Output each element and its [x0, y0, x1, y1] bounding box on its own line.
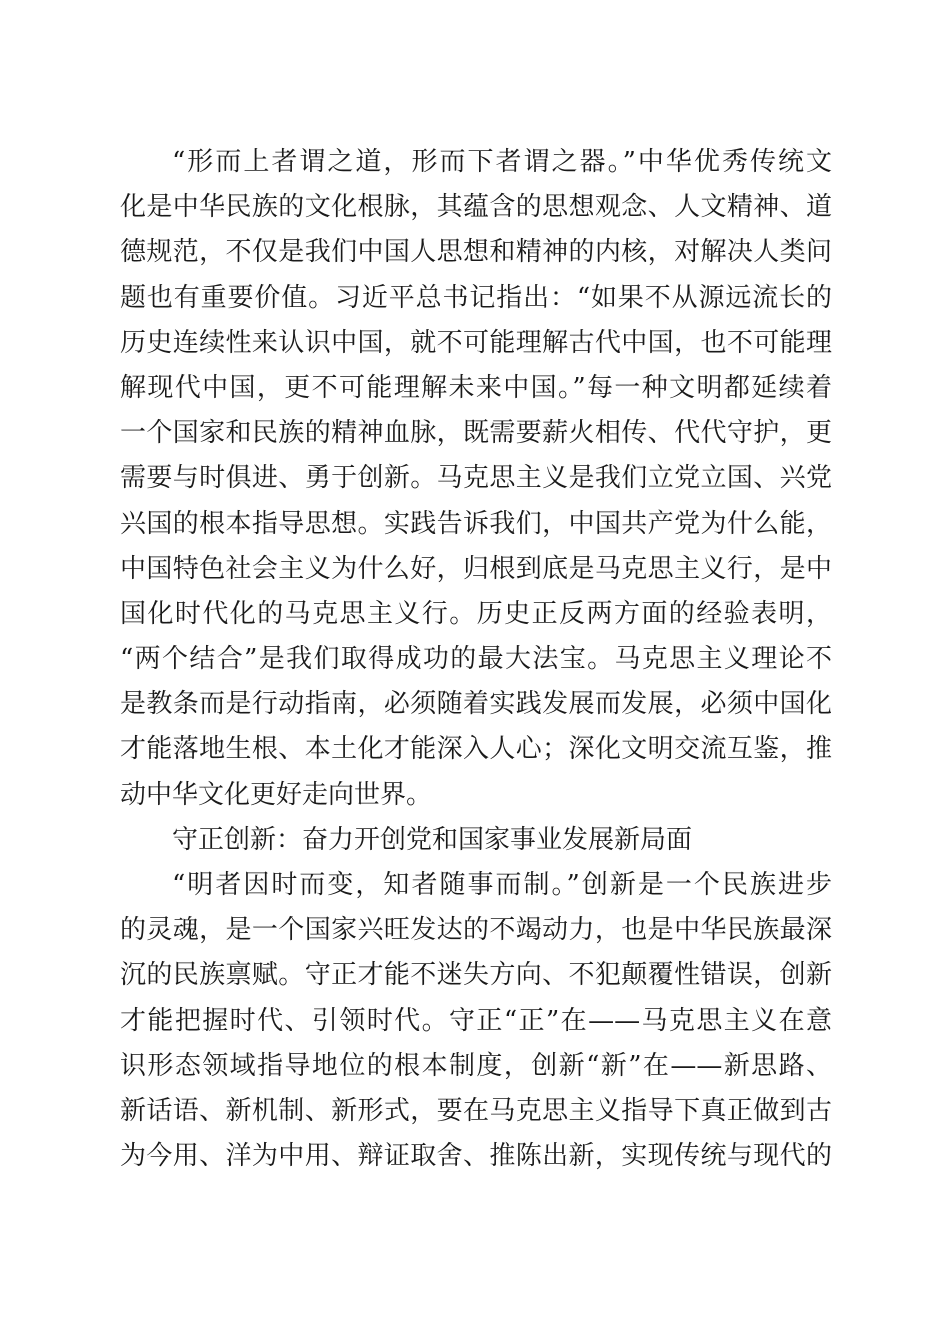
paragraph-1-line-5: 历史连续性来认识中国，就不可能理解古代中国，也不可能理	[120, 327, 832, 358]
paragraph-2-line-2: 的灵魂，是一个国家兴旺发达的不竭动力，也是中华民族最深	[120, 915, 832, 946]
paragraph-2-line-6: 新话语、新机制、新形式，要在马克思主义指导下真正做到古	[120, 1095, 832, 1126]
paragraph-1-line-10: 中国特色社会主义为什么好，归根到底是马克思主义行，是中	[120, 553, 832, 584]
paragraph-1-line-9: 兴国的根本指导思想。实践告诉我们，中国共产党为什么能，	[120, 508, 832, 539]
paragraph-2-line-4: 才能把握时代、引领时代。守正“正”在——马克思主义在意	[120, 1005, 832, 1036]
paragraph-2-line-1: “明者因时而变，知者随事而制。”创新是一个民族进步	[172, 870, 832, 900]
paragraph-1-line-15: 动中华文化更好走向世界。	[120, 779, 433, 810]
paragraph-1-line-8: 需要与时俱进、勇于创新。马克思主义是我们立党立国、兴党	[120, 463, 832, 494]
paragraph-2-line-3: 沉的民族禀赋。守正才能不迷失方向、不犯颠覆性错误，创新	[120, 960, 832, 991]
paragraph-1-line-1: “形而上者谓之道，形而下者谓之器。”中华优秀传统文	[172, 147, 832, 177]
section-heading: 守正创新：奋力开创党和国家事业发展新局面	[172, 824, 693, 855]
paragraph-1-line-11: 国化时代化的马克思主义行。历史正反两方面的经验表明，	[120, 598, 832, 629]
paragraph-2-line-5: 识形态领域指导地位的根本制度，创新“新”在——新思路、	[120, 1050, 832, 1081]
paragraph-1-line-6: 解现代中国，更不可能理解未来中国。”每一种文明都延续着	[120, 372, 832, 403]
paragraph-1-line-13: 是教条而是行动指南，必须随着实践发展而发展，必须中国化	[120, 689, 832, 720]
paragraph-1-line-12: “两个结合”是我们取得成功的最大法宝。马克思主义理论不	[120, 644, 832, 675]
document-body	[120, 140, 832, 1179]
paragraph-1-line-2: 化是中华民族的文化根脉，其蕴含的思想观念、人文精神、道	[120, 192, 832, 223]
paragraph-1-line-14: 才能落地生根、本土化才能深入人心；深化文明交流互鉴，推	[120, 734, 832, 765]
paragraph-1-line-7: 一个国家和民族的精神血脉，既需要薪火相传、代代守护，更	[120, 418, 832, 449]
paragraph-1-line-3: 德规范，不仅是我们中国人思想和精神的内核，对解决人类问	[120, 237, 832, 268]
paragraph-2-line-7: 为今用、洋为中用、辩证取舍、推陈出新，实现传统与现代的	[120, 1141, 832, 1172]
paragraph-1-line-4: 题也有重要价值。习近平总书记指出：“如果不从源远流长的	[120, 282, 832, 313]
